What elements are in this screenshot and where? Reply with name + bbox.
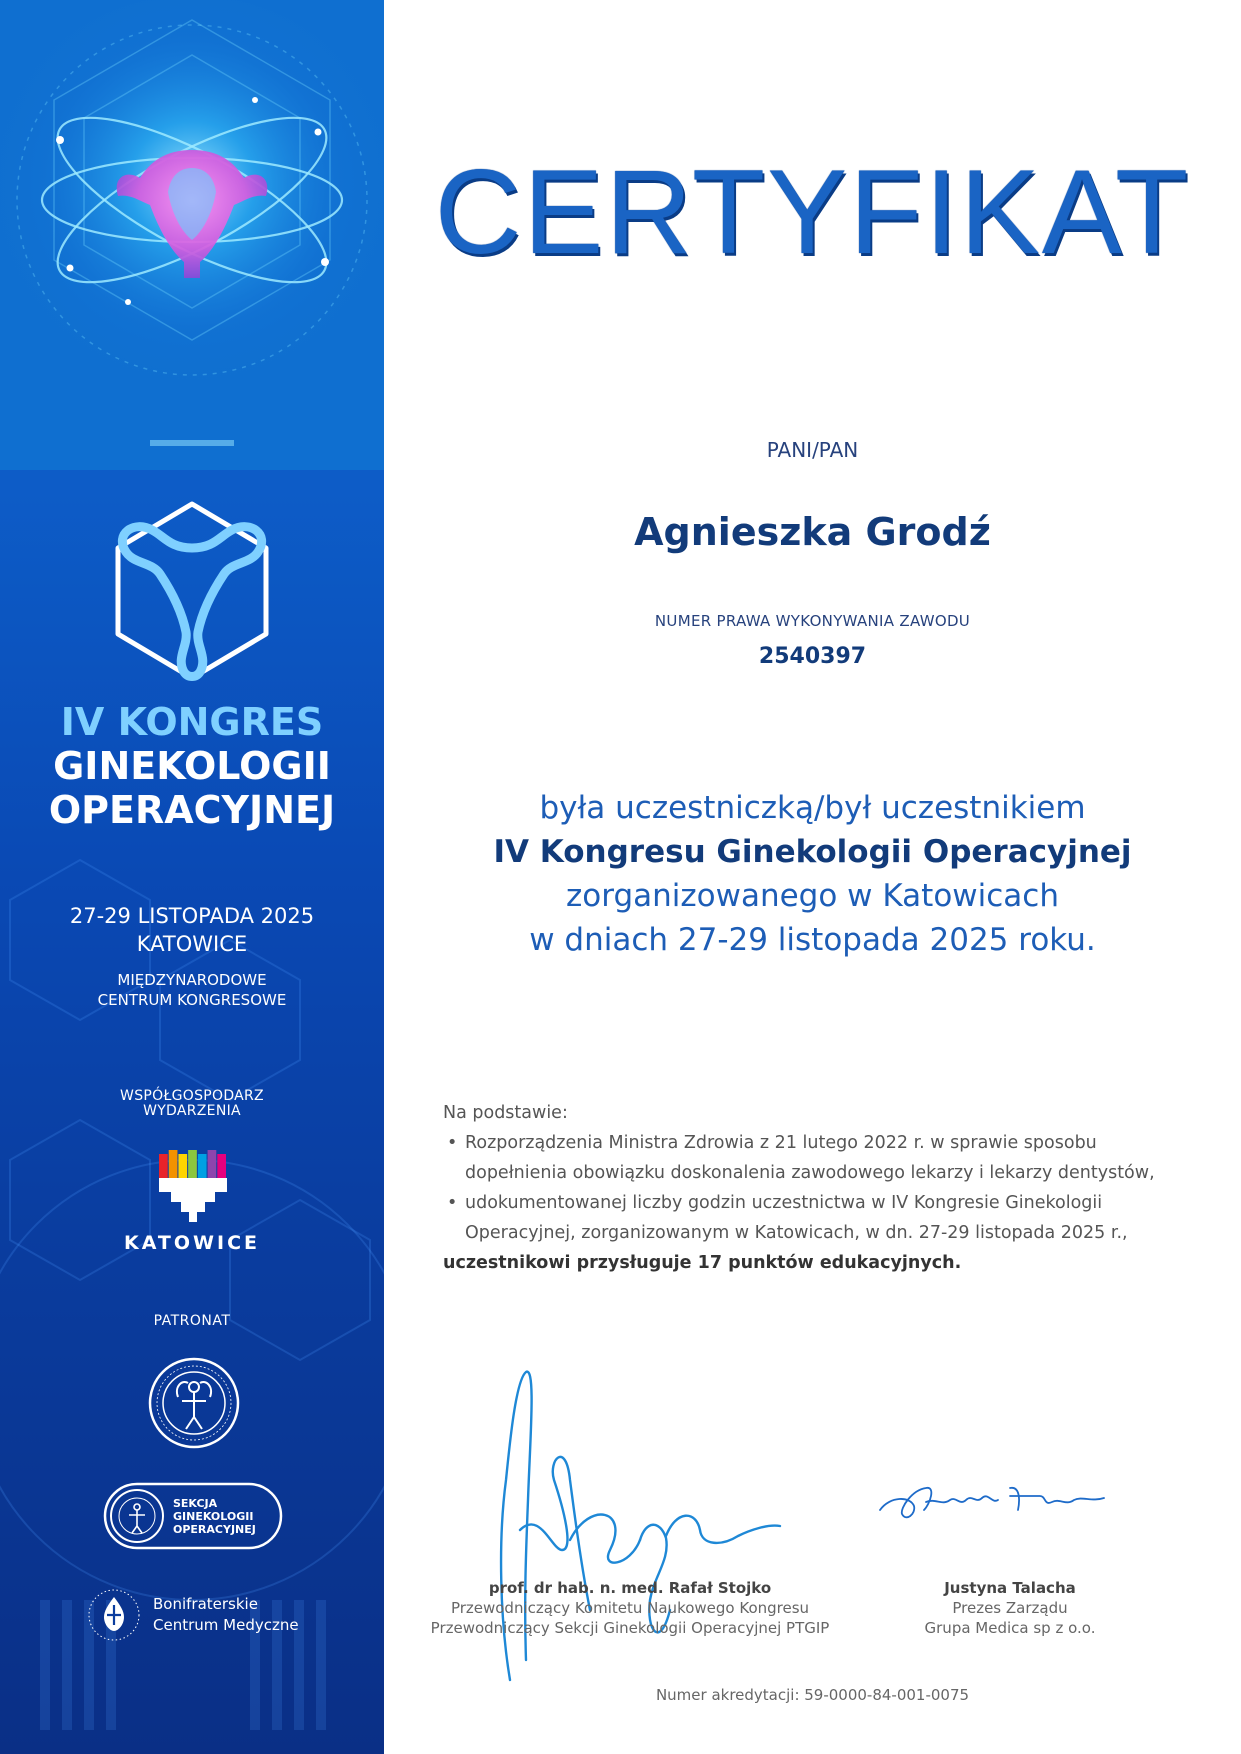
statement-line2: IV Kongresu Ginekologii Operacyjnej — [493, 834, 1132, 870]
signatory-1-role2: Przewodniczący Sekcji Ginekologii Operacyjnej PTGIP — [430, 1619, 830, 1637]
bonifraterskie-emblem-icon — [86, 1585, 142, 1643]
education-points-statement: uczestnikowi przysługuje 17 punktów edukacyjnych. — [443, 1253, 962, 1273]
sidebar-banner — [0, 0, 384, 1754]
congress-title-line3: OPERACYJNEJ — [48, 788, 336, 832]
congress-title-line2: GINEKOLOGII — [53, 744, 331, 788]
badge-text-line1: SEKCJA — [173, 1497, 218, 1510]
katowice-color-bar — [169, 1150, 178, 1178]
signatory-1-name: prof. dr hab. n. med. Rafał Stojko — [488, 1579, 772, 1597]
statement-line1: była uczestniczką/był uczestnikiem — [539, 790, 1086, 826]
badge-text-line3: OPERACYJNEJ — [173, 1523, 256, 1536]
katowice-color-bar — [208, 1150, 217, 1178]
certificate-title — [384, 142, 1241, 282]
katowice-color-bar — [178, 1154, 187, 1178]
signature-talacha-icon — [870, 1470, 1110, 1530]
section-operative-gynecology-badge — [103, 1482, 283, 1550]
bullet: • — [447, 1193, 458, 1213]
patronage-label: PATRONAT — [153, 1313, 231, 1329]
venue-line2: CENTRUM KONGRESOWE — [97, 991, 287, 1009]
hospital-name — [153, 1594, 299, 1636]
certificate-title-text: CERTYFIKAT — [434, 145, 1191, 279]
venue-line1: MIĘDZYNARODOWE — [117, 971, 267, 989]
cohost-label-line2: WYDARZENIA — [143, 1103, 241, 1119]
badge-text-line2: GINEKOLOGII — [173, 1510, 254, 1523]
statement-line3: zorganizowanego w Katowicach — [566, 878, 1059, 914]
legal-basis-item-1-line2: dopełnienia obowiązku doskonalenia zawodowego lekarzy i lekarzy dentystów, — [465, 1163, 1155, 1183]
legal-basis-item-2 — [443, 1188, 1163, 1248]
katowice-color-bar — [217, 1154, 226, 1178]
statement-line4: w dniach 27-29 listopada 2025 roku. — [529, 922, 1096, 958]
participant-name: Agnieszka Grodź — [634, 510, 991, 554]
katowice-color-bar — [198, 1154, 207, 1178]
congress-title-line1: IV KONGRES — [60, 700, 324, 744]
legal-basis-item-1 — [443, 1128, 1163, 1188]
congress-dates: 27-29 LISTOPADA 2025 — [69, 904, 315, 928]
signatory-2-role2: Grupa Medica sp z o.o. — [924, 1619, 1096, 1637]
katowice-logo-label: KATOWICE — [123, 1232, 260, 1254]
hospital-name-line1: Bonifraterskie — [153, 1595, 258, 1613]
legal-basis — [443, 1098, 1163, 1278]
legal-basis-item-2-line2: Operacyjnej, zorganizowanym w Katowicach, w dn. 27-29 listopada 2025 r., — [465, 1223, 1128, 1243]
katowice-city-logo-icon — [155, 1148, 231, 1226]
uterus-hero-illustration — [0, 0, 384, 470]
signature-caption-talacha — [880, 1578, 1140, 1638]
katowice-color-bar — [188, 1150, 197, 1178]
congress-city: KATOWICE — [136, 932, 248, 956]
congress-logo-icon — [104, 500, 280, 686]
legal-basis-item-2-line1: udokumentowanej liczby godzin uczestnictwa w IV Kongresie Ginekologii — [465, 1193, 1103, 1213]
licence-number-label: NUMER PRAWA WYKONYWANIA ZAWODU — [654, 612, 971, 630]
signatory-2-name: Justyna Talacha — [944, 1579, 1076, 1597]
bullet: • — [447, 1133, 458, 1153]
legal-basis-item-1-line1: Rozporządzenia Ministra Zdrowia z 21 lutego 2022 r. w sprawie sposobu — [465, 1133, 1097, 1153]
ptgip-figo-seal-icon — [148, 1357, 240, 1449]
accreditation-number: Numer akredytacji: 59-0000-84-001-0075 — [655, 1686, 970, 1704]
salutation: PANI/PAN — [766, 438, 859, 462]
katowice-color-bar — [159, 1154, 168, 1178]
legal-basis-intro: Na podstawie: — [443, 1103, 568, 1123]
signature-stojko-icon — [470, 1360, 800, 1690]
signatory-1-role1: Przewodniczący Komitetu Naukowego Kongresu — [450, 1599, 810, 1617]
hospital-name-line2: Centrum Medyczne — [153, 1616, 299, 1634]
signature-caption-stojko — [430, 1578, 830, 1638]
signatory-2-role1: Prezes Zarządu — [952, 1599, 1068, 1617]
cohost-label-line1: WSPÓŁGOSPODARZ — [120, 1088, 264, 1104]
licence-number: 2540397 — [758, 644, 867, 669]
